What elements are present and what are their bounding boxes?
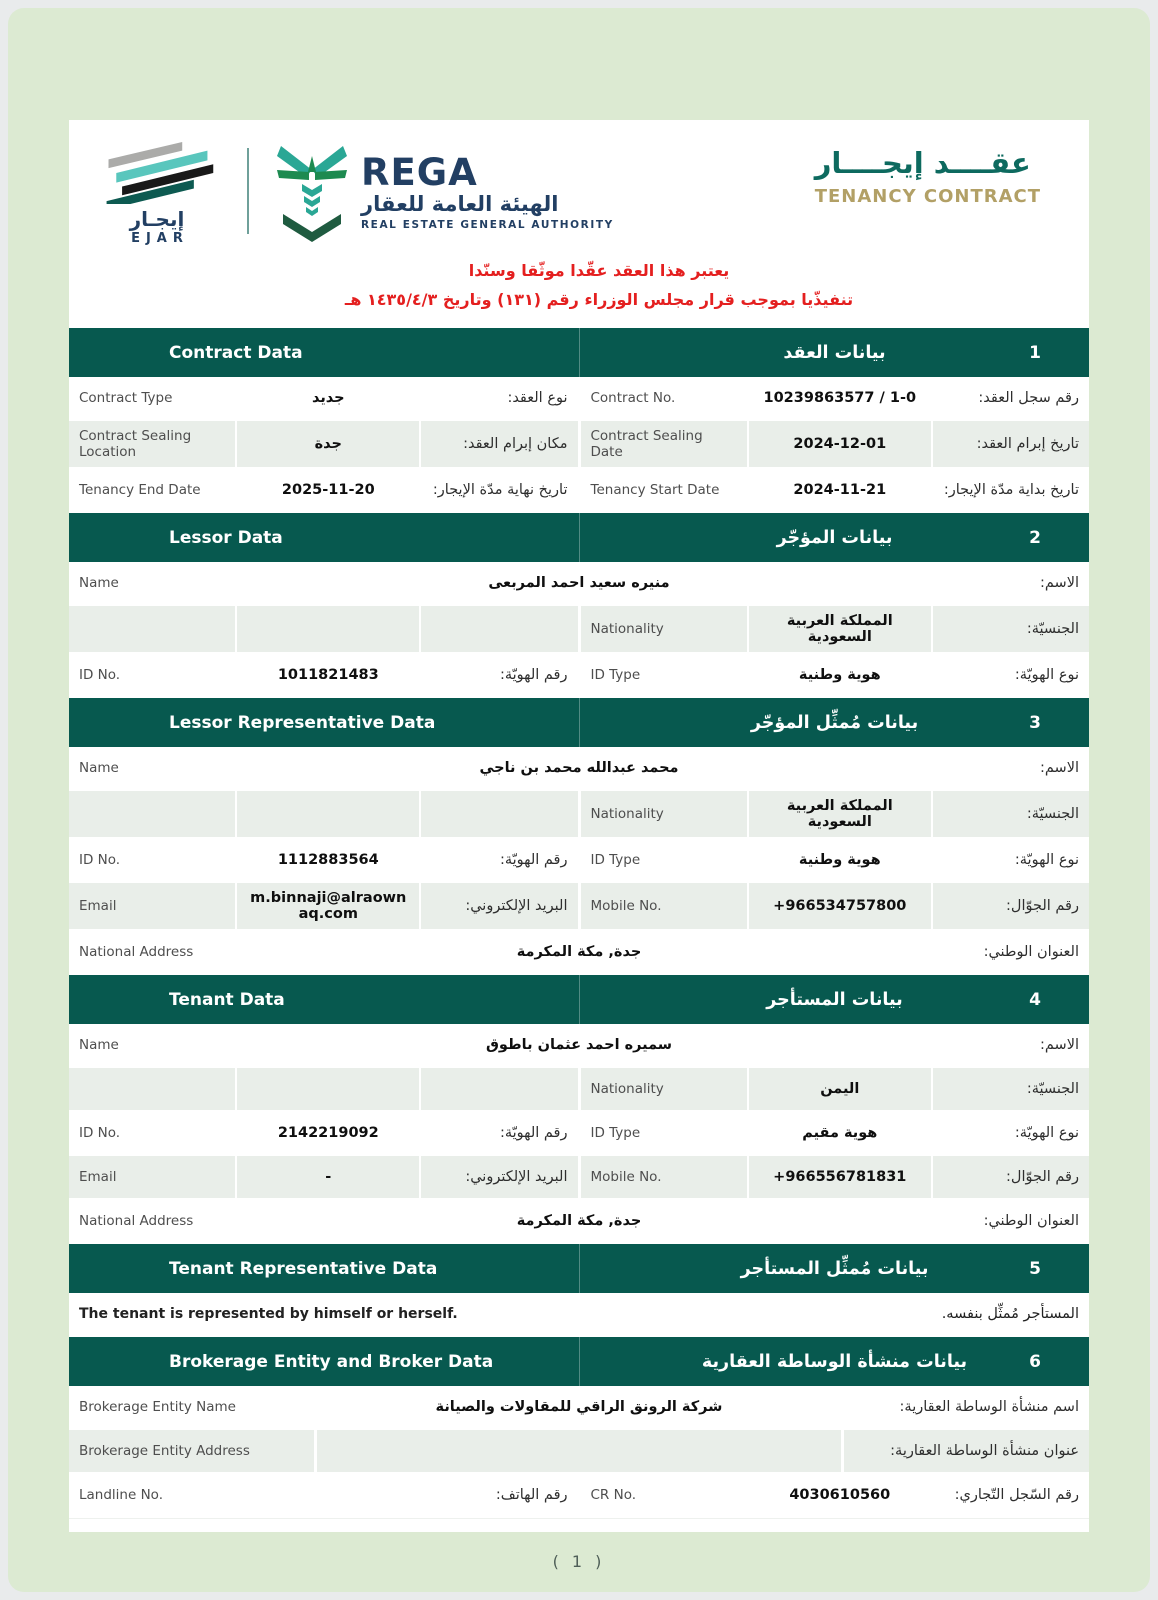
row-half [581, 654, 1090, 696]
section-header [69, 1337, 1089, 1386]
field-value [317, 1430, 841, 1472]
field-label-en: Name [69, 1024, 314, 1066]
ejar-logo [91, 140, 223, 246]
field-value-text: 2025-11-20 [281, 482, 375, 498]
section-1 [69, 328, 1089, 513]
field-label-ar: تاريخ نهاية مدّة الإيجار: [421, 469, 577, 511]
field-label-ar: عنوان منشأة الوساطة العقارية: [844, 1430, 1089, 1472]
table-row [69, 421, 1089, 469]
field-value-text: 2142219092 [277, 1125, 379, 1141]
field-label-ar: الاسم: [844, 747, 1089, 789]
field-value-text: 1112883564 [277, 852, 379, 868]
row-half [69, 1156, 578, 1198]
row-half [581, 606, 1090, 652]
field-label-en [69, 791, 235, 837]
logo-divider [247, 148, 249, 234]
contract-title-english: TENANCY CONTRACT [814, 186, 1041, 207]
table-row [69, 377, 1089, 421]
field-value-text: هوية مقيم [802, 1125, 878, 1141]
field-label-en: Contract No. [581, 377, 747, 419]
section-number: 1 [1029, 342, 1041, 363]
section-header [69, 513, 1089, 562]
legal-notice [69, 256, 1089, 314]
field-label-ar: العنوان الوطني: [844, 931, 1089, 973]
field-label-ar: البريد الإلكتروني: [421, 883, 577, 929]
field-value [237, 1112, 419, 1154]
field-value-text: جدة [314, 436, 342, 452]
section-header-right [579, 698, 1089, 747]
table-row [69, 1430, 1089, 1474]
table-row [69, 1293, 1089, 1337]
section-title-arabic: بيانات المستأجر [766, 989, 903, 1010]
section-header-right [579, 513, 1089, 562]
field-label-ar: نوع العقد: [421, 377, 577, 419]
field-label-ar: رقم سجل العقد: [933, 377, 1089, 419]
note-text-ar: المستأجر مُمثِّل بنفسه. [581, 1293, 1090, 1335]
row-half [581, 839, 1090, 881]
field-value [749, 377, 931, 419]
section-number: 2 [1029, 527, 1041, 548]
field-label-en: National Address [69, 931, 314, 973]
field-label-en [69, 606, 235, 652]
field-value [749, 1068, 931, 1110]
field-label-en: ID No. [69, 654, 235, 696]
field-label-ar: الجنسيّة: [933, 791, 1089, 837]
field-value-text: 4030610560 [789, 1487, 891, 1503]
field-value-text: +966556781831 [773, 1169, 907, 1185]
field-label-en: Email [69, 1156, 235, 1198]
section-title-english: Brokerage Entity and Broker Data [169, 1351, 494, 1372]
document-page [8, 8, 1150, 1592]
field-value [749, 1474, 931, 1516]
field-value [749, 654, 931, 696]
row-half [69, 1068, 578, 1110]
field-label-en: Mobile No. [581, 1156, 747, 1198]
field-value [237, 421, 419, 467]
field-label-en: ID No. [69, 1112, 235, 1154]
row-half [581, 883, 1090, 929]
table-row [69, 1200, 1089, 1244]
table-row [69, 1474, 1089, 1518]
field-value-text: 2024-11-21 [793, 482, 887, 498]
field-label-en: Tenancy End Date [69, 469, 235, 511]
section-header [69, 975, 1089, 1024]
field-value [237, 654, 419, 696]
field-label-en: Contract Sealing Location [69, 421, 235, 467]
row-half [581, 1068, 1090, 1110]
field-value: محمد عبدالله محمد بن ناجي [317, 747, 841, 789]
section-4 [69, 975, 1089, 1244]
ejar-name-arabic: إيجـار [129, 207, 185, 231]
field-label-ar: اسم منشأة الوساطة العقارية: [844, 1386, 1089, 1428]
field-label-ar [421, 791, 577, 837]
field-value [237, 606, 419, 652]
row-half [581, 791, 1090, 837]
field-value [237, 883, 419, 929]
table-row [69, 654, 1089, 698]
field-label-en: Name [69, 747, 314, 789]
section-header-left [69, 975, 579, 1024]
section-header-left [69, 698, 579, 747]
row-half [581, 469, 1090, 511]
page-number: ( 1 ) [552, 1552, 606, 1571]
section-title-english: Contract Data [169, 342, 303, 363]
table-row [69, 1024, 1089, 1068]
field-label-ar: تاريخ إبرام العقد: [933, 421, 1089, 467]
row-half [69, 421, 578, 467]
table-row [69, 1068, 1089, 1112]
field-value-text: هوية وطنية [798, 852, 881, 868]
table-row [69, 1156, 1089, 1200]
rega-name-english: REAL ESTATE GENERAL AUTHORITY [361, 218, 614, 231]
field-value-text: - [325, 1169, 332, 1185]
row-half [69, 606, 578, 652]
field-value [749, 1156, 931, 1198]
row-half [581, 421, 1090, 467]
section-header [69, 1244, 1089, 1293]
field-value-text: 10239863577 / 1-0 [763, 390, 917, 406]
field-value [237, 1068, 419, 1110]
field-label-en: ID Type [581, 839, 747, 881]
field-label-en: Contract Sealing Date [581, 421, 747, 467]
field-label-ar: الجنسيّة: [933, 606, 1089, 652]
contract-card [69, 120, 1089, 1532]
table-row [69, 883, 1089, 931]
field-value-text: 2024-12-01 [793, 436, 887, 452]
rega-logo [275, 140, 614, 244]
field-value-text: المملكة العربية السعودية [786, 798, 893, 830]
field-value [749, 1112, 931, 1154]
field-value [749, 606, 931, 652]
section-title-english: Tenant Representative Data [169, 1258, 438, 1279]
field-value [749, 839, 931, 881]
field-label-en: Mobile No. [581, 883, 747, 929]
section-header-left [69, 328, 579, 377]
section-number: 3 [1029, 712, 1041, 733]
field-value-text: اليمن [820, 1081, 860, 1097]
field-value-text: المملكة العربية السعودية [786, 613, 893, 645]
field-value: جدة, مكة المكرمة [317, 1200, 841, 1242]
section-6 [69, 1337, 1089, 1518]
rega-palm-icon [275, 140, 349, 244]
legal-notice-line2: تنفيذّيا بموجب قرار مجلس الوزراء رقم (١٣١) وتاريخ ١٤٣٥/٤/٣ هـ [344, 290, 854, 309]
row-half [581, 1112, 1090, 1154]
field-value: منيره سعيد احمد المربعى [317, 562, 841, 604]
field-value [237, 469, 419, 511]
field-label-ar: الاسم: [844, 1024, 1089, 1066]
section-2 [69, 513, 1089, 698]
section-title-arabic: بيانات منشأة الوساطة العقارية [701, 1351, 968, 1372]
section-header-left [69, 1337, 579, 1386]
brand-row [69, 120, 1089, 246]
field-label-ar: نوع الهويّة: [933, 654, 1089, 696]
legal-notice-line1: يعتبر هذا العقد عقّدا موثّقا وسنّدا [468, 261, 730, 280]
row-half [69, 839, 578, 881]
section-3 [69, 698, 1089, 975]
field-label-en: Brokerage Entity Address [69, 1430, 314, 1472]
section-header-right [579, 975, 1089, 1024]
table-row [69, 469, 1089, 513]
field-value-text: m.binnaji@alraownaq.com [250, 890, 407, 922]
field-label-en: ID No. [69, 839, 235, 881]
table-row [69, 839, 1089, 883]
table-row [69, 931, 1089, 975]
field-label-ar: رقم الهويّة: [421, 1112, 577, 1154]
field-value: سميره احمد عثمان باطوق [317, 1024, 841, 1066]
table-row [69, 791, 1089, 839]
field-label-en: Name [69, 562, 314, 604]
row-half [581, 1156, 1090, 1198]
field-value-text: هوية وطنية [798, 667, 881, 683]
field-value-text: +966534757800 [773, 898, 907, 914]
field-value [749, 421, 931, 467]
section-header-left [69, 513, 579, 562]
row-half [69, 791, 578, 837]
section-title-english: Tenant Data [169, 989, 285, 1010]
field-value [749, 791, 931, 837]
section-header [69, 328, 1089, 377]
row-half [69, 1474, 578, 1516]
field-label-en: Email [69, 883, 235, 929]
field-label-en: Contract Type [69, 377, 235, 419]
field-label-ar: رقم الجوّال: [933, 1156, 1089, 1198]
field-label-en: Nationality [581, 1068, 747, 1110]
field-value-text: جديد [311, 390, 345, 406]
row-half [69, 654, 578, 696]
field-value [237, 1474, 419, 1516]
table-row [69, 1386, 1089, 1430]
section-title-english: Lessor Data [169, 527, 283, 548]
field-label-ar [421, 606, 577, 652]
field-value-text: 1011821483 [277, 667, 379, 683]
section-number: 5 [1029, 1258, 1041, 1279]
row-half [69, 883, 578, 929]
field-label-en: ID Type [581, 654, 747, 696]
field-label-en: Landline No. [69, 1474, 235, 1516]
section-title-arabic: بيانات مُمثِّل المستأجر [740, 1258, 929, 1279]
section-number: 4 [1029, 989, 1041, 1010]
note-text-en: The tenant is represented by himself or herself. [69, 1293, 578, 1335]
field-label-en: Nationality [581, 791, 747, 837]
ejar-stripes-icon [98, 140, 216, 204]
section-header-right [579, 1337, 1089, 1386]
section-header [69, 698, 1089, 747]
field-label-en: National Address [69, 1200, 314, 1242]
field-label-ar: رقم السّجل التّجاري: [933, 1474, 1089, 1516]
field-label-ar: نوع الهويّة: [933, 839, 1089, 881]
section-title-arabic: بيانات المؤجّر [776, 527, 893, 548]
field-label-ar [421, 1068, 577, 1110]
field-label-ar: الاسم: [844, 562, 1089, 604]
field-value [237, 1156, 419, 1198]
field-label-ar: تاريخ بداية مدّة الإيجار: [933, 469, 1089, 511]
field-label-ar: رقم الهويّة: [421, 839, 577, 881]
field-label-ar: مكان إبرام العقد: [421, 421, 577, 467]
row-half [581, 1474, 1090, 1516]
contract-title-block [815, 146, 1041, 207]
section-title-arabic: بيانات العقد [783, 342, 886, 363]
field-value [237, 839, 419, 881]
field-label-en: CR No. [581, 1474, 747, 1516]
field-label-ar: الجنسيّة: [933, 1068, 1089, 1110]
table-row [69, 1112, 1089, 1156]
field-label-ar: رقم الهويّة: [421, 654, 577, 696]
field-label-en: Nationality [581, 606, 747, 652]
section-5 [69, 1244, 1089, 1337]
field-label-en: ID Type [581, 1112, 747, 1154]
section-title-arabic: بيانات مُمثِّل المؤجّر [750, 712, 919, 733]
field-label-ar: رقم الجوّال: [933, 883, 1089, 929]
field-label-ar: العنوان الوطني: [844, 1200, 1089, 1242]
table-row [69, 747, 1089, 791]
field-value: شركة الرونق الراقي للمقاولات والصيانة [317, 1386, 841, 1428]
ejar-name-english: EJAR [131, 231, 189, 246]
field-label-ar: البريد الإلكتروني: [421, 1156, 577, 1198]
row-half [581, 377, 1090, 419]
field-label-ar: رقم الهاتف: [421, 1474, 577, 1516]
row-half [69, 1112, 578, 1154]
field-value [237, 377, 419, 419]
section-header-left [69, 1244, 579, 1293]
rega-acronym: REGA [361, 150, 478, 194]
field-label-en: Brokerage Entity Name [69, 1386, 314, 1428]
row-half [69, 469, 578, 511]
row-half [69, 377, 578, 419]
field-label-ar: نوع الهويّة: [933, 1112, 1089, 1154]
field-value [237, 791, 419, 837]
field-label-en: Tenancy Start Date [581, 469, 747, 511]
field-value [749, 469, 931, 511]
section-header-right [579, 328, 1089, 377]
table-row [69, 562, 1089, 606]
contract-title-arabic: عقــــد إيجــــار [814, 146, 1031, 180]
section-header-right [579, 1244, 1089, 1293]
section-number: 6 [1029, 1351, 1041, 1372]
sections-container [69, 328, 1089, 1518]
field-value: جدة, مكة المكرمة [317, 931, 841, 973]
section-title-english: Lessor Representative Data [169, 712, 436, 733]
field-label-en [69, 1068, 235, 1110]
field-value [749, 883, 931, 929]
table-row [69, 606, 1089, 654]
rega-name-arabic: الهيئة العامة للعقار [361, 191, 559, 216]
